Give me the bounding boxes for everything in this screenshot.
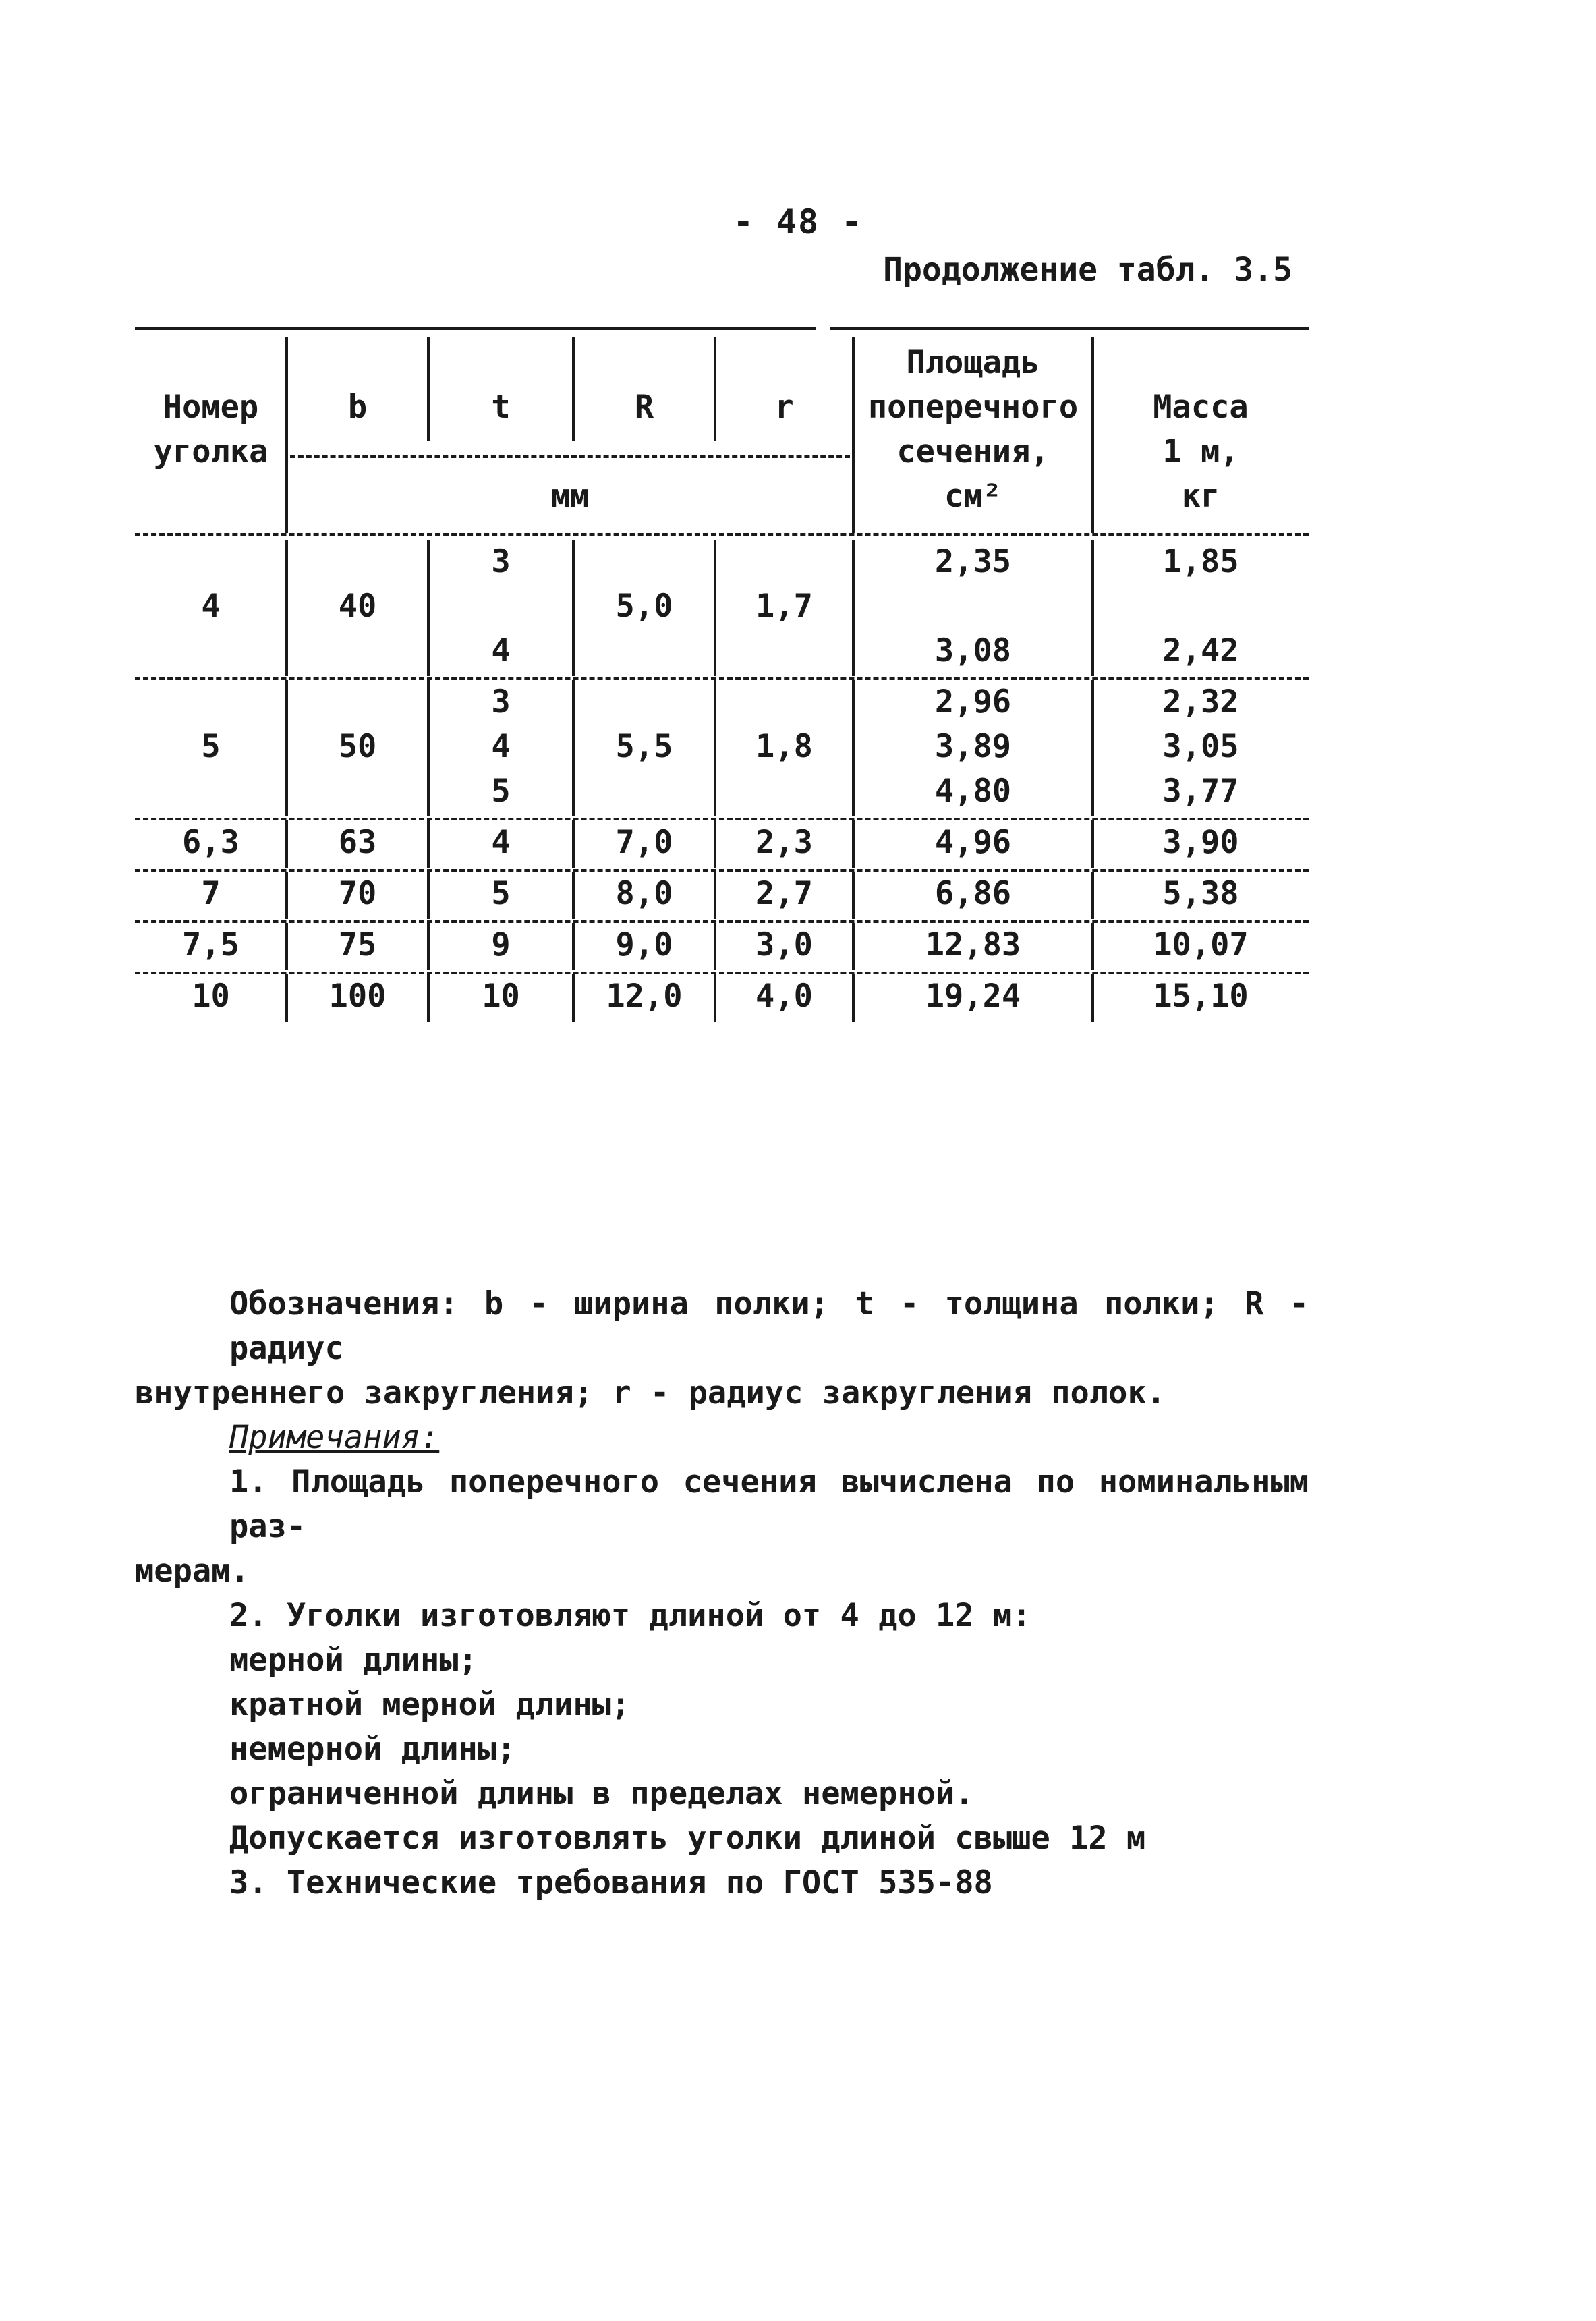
designations-line-1: Обозначения: b - ширина полки; t - толщина полки; R - радиус [229,1285,1309,1367]
row-b: 75 [338,926,377,963]
designations-line-2: внутреннего закругления; r - радиус закругления полок. [135,1374,1166,1411]
column-divider [285,337,288,533]
header-area: сечения, [896,433,1050,470]
column-divider [572,337,575,441]
angle-table [135,327,1309,1258]
row-t: 9 [491,926,511,963]
column-divider [852,337,855,533]
row-r-big: 7,0 [615,824,673,861]
length-item-4: ограниченной длины в пределах немерной. [229,1775,974,1812]
column-divider [852,820,855,868]
column-divider [852,923,855,970]
row-b: 100 [329,978,387,1015]
length-item-1: мерной длины; [229,1642,478,1679]
header-mass: 1 м, [1162,433,1239,470]
row-r-big: 12,0 [606,978,683,1015]
column-divider [714,680,716,816]
header-r-small: r [774,389,794,426]
column-divider [427,337,430,441]
row-r-small: 2,7 [756,875,813,912]
column-divider [427,540,430,676]
header-b: b [347,389,368,426]
header-unit-divider [290,455,850,458]
column-divider [572,540,575,676]
row-t: 4 [491,824,511,861]
notes-title-row [135,1416,1309,1460]
row-r-big: 9,0 [615,926,673,963]
column-divider [285,974,288,1022]
row-area: 3,89 [934,728,1012,765]
column-divider [285,923,288,970]
header-mass: кг [1181,478,1220,515]
row-t: 3 [491,543,511,580]
header-area: поперечного [867,389,1079,426]
row-mass: 1,85 [1162,543,1239,580]
header-number: Номер [163,389,259,426]
column-divider [572,820,575,868]
header-area: Площадь [906,344,1040,381]
column-divider [427,872,430,919]
row-number: 5 [201,728,221,765]
row-t: 5 [491,773,511,810]
row-number: 6,3 [182,824,239,861]
row-area: 4,96 [934,824,1012,861]
row-r-small: 1,7 [756,588,813,625]
column-divider [427,974,430,1022]
header-area: см² [944,478,1002,515]
column-divider [852,680,855,816]
row-number: 10 [192,978,230,1015]
header-mass: Масса [1153,389,1249,426]
row-area: 6,86 [934,875,1012,912]
note-2: 2. Уголки изготовляют длиной от 4 до 12 м: [229,1597,1031,1634]
header-r-big: R [634,389,654,426]
row-mass: 3,05 [1162,728,1239,765]
row-r-big: 5,5 [615,728,673,765]
row-area: 2,35 [934,543,1012,580]
table-top-rule-right [830,327,1309,330]
row-r-small: 1,8 [756,728,813,765]
column-divider [1091,872,1094,919]
row-area: 12,83 [925,926,1021,963]
column-divider [852,540,855,676]
column-divider [714,540,716,676]
column-divider [1091,540,1094,676]
column-divider [285,820,288,868]
row-mass: 2,32 [1162,683,1239,721]
column-divider [572,680,575,816]
row-b: 50 [338,728,377,765]
row-b: 63 [338,824,377,861]
header-number: уголка [153,433,268,470]
notes-title: Примечания: [229,1419,440,1456]
header-unit: мм [550,478,590,515]
row-t: 10 [482,978,520,1015]
column-divider [1091,820,1094,868]
row-area: 3,08 [934,632,1012,669]
row-area: 2,96 [934,683,1012,721]
page-number: - 48 - [733,202,863,242]
column-divider [1091,680,1094,816]
row-mass: 3,77 [1162,773,1239,810]
row-mass: 10,07 [1153,926,1249,963]
column-divider [427,923,430,970]
note-1-line-1: 1. Площадь поперечного сечения вычислена по номинальным раз- [229,1463,1309,1545]
table-top-rule-left [135,327,816,330]
column-divider [714,974,716,1022]
length-allowance: Допускается изготовлять уголки длиной свыше 12 м [229,1820,1146,1857]
row-mass: 5,38 [1162,875,1239,912]
row-r-small: 4,0 [756,978,813,1015]
column-divider [572,872,575,919]
row-b: 40 [338,588,377,625]
column-divider [285,540,288,676]
row-t: 3 [491,683,511,721]
column-divider [1091,923,1094,970]
row-r-big: 5,0 [615,588,673,625]
length-item-2: кратной мерной длины; [229,1686,631,1723]
note-1-line-2: мерам. [135,1553,250,1590]
row-r-big: 8,0 [615,875,673,912]
column-divider [427,680,430,816]
column-divider [427,820,430,868]
row-t: 4 [491,728,511,765]
row-mass: 2,42 [1162,632,1239,669]
header-bottom-divider [135,533,1309,536]
row-number: 4 [201,588,221,625]
column-divider [714,923,716,970]
length-item-3: немерной длины; [229,1731,516,1768]
column-divider [714,337,716,441]
row-number: 7 [201,875,221,912]
column-divider [1091,974,1094,1022]
row-b: 70 [338,875,377,912]
header-t: t [491,389,511,426]
column-divider [852,872,855,919]
row-t: 5 [491,875,511,912]
row-area: 4,80 [934,773,1012,810]
row-r-small: 3,0 [756,926,813,963]
note-3: 3. Технические требования по ГОСТ 535-88 [229,1864,993,1901]
column-divider [572,974,575,1022]
column-divider [1091,337,1094,533]
column-divider [714,820,716,868]
row-t: 4 [491,632,511,669]
column-divider [852,974,855,1022]
row-area: 19,24 [925,978,1021,1015]
column-divider [714,872,716,919]
row-number: 7,5 [182,926,239,963]
row-mass: 3,90 [1162,824,1239,861]
row-mass: 15,10 [1153,978,1249,1015]
column-divider [285,680,288,816]
table-notes [135,1282,1309,1905]
row-r-small: 2,3 [756,824,813,861]
table-continuation-label: Продолжение табл. 3.5 [883,251,1292,289]
column-divider [572,923,575,970]
column-divider [285,872,288,919]
